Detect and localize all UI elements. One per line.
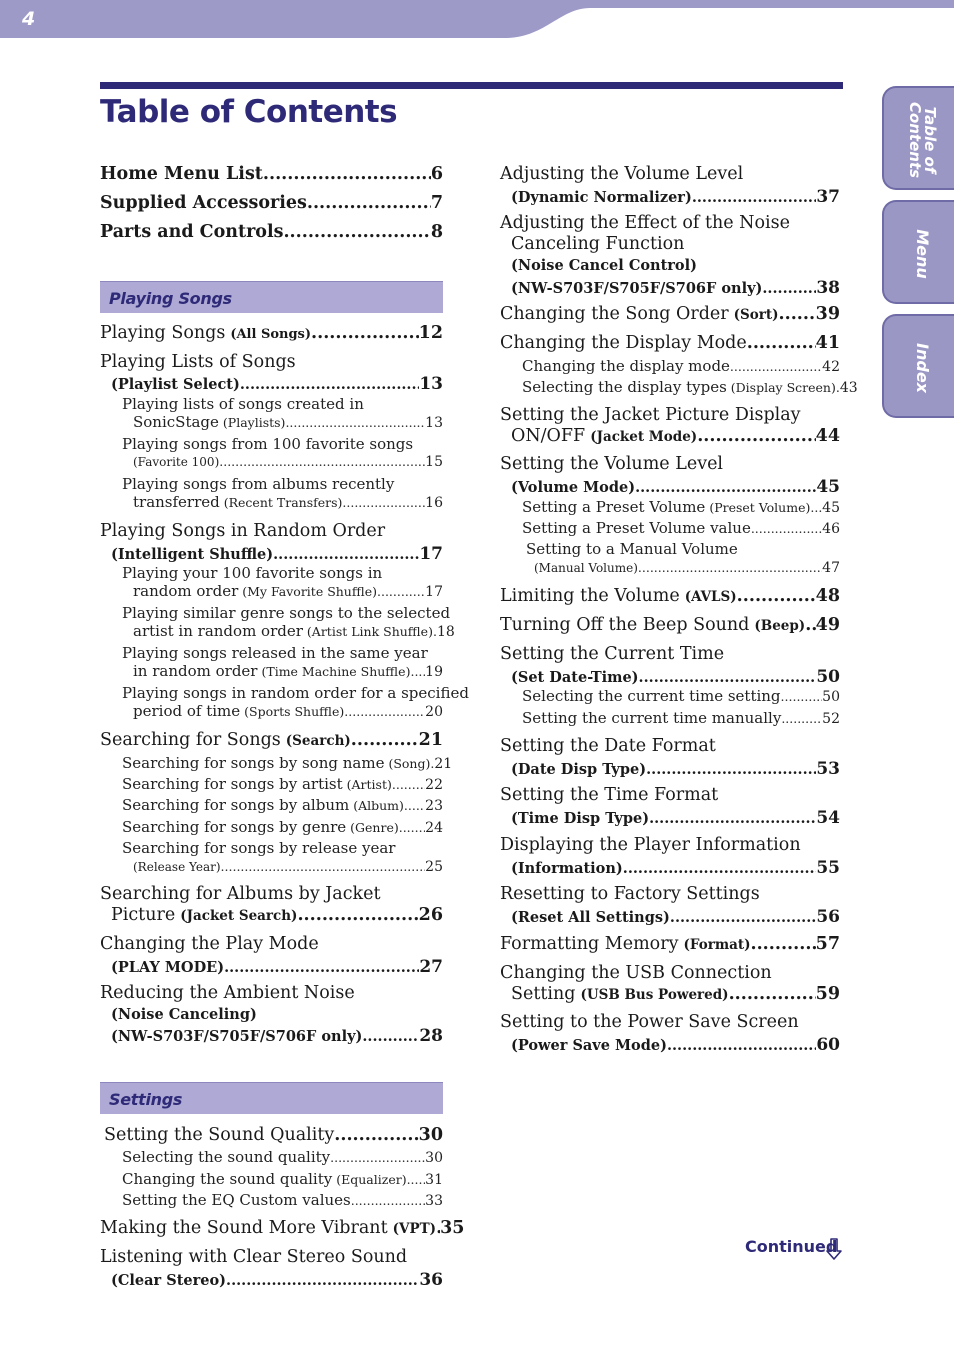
page-ref: 43: [839, 380, 858, 396]
toc-entry-preset-volume[interactable]: [500, 500, 840, 515]
toc-entry-search-album[interactable]: [100, 798, 443, 813]
page-title: Table of Contents: [100, 94, 398, 130]
entry-text: Playing Songs in Random Order: [100, 521, 386, 541]
page-ref: 30: [425, 1150, 443, 1166]
entry-small: (Display Screen): [730, 380, 836, 395]
entry-small: (Sort): [733, 307, 779, 323]
toc-entry-jacket-display[interactable]: [500, 407, 840, 445]
toc-entry-equalizer[interactable]: [100, 1172, 443, 1187]
page-ref: 41: [815, 333, 840, 353]
entry-small: (Genre): [350, 820, 399, 835]
entry-text: Setting the Date Format: [500, 736, 716, 756]
entry-text: Searching for songs by album: [122, 796, 350, 814]
toc-entry-display-mode[interactable]: [500, 335, 840, 353]
entry-small: (Jacket Mode): [590, 428, 698, 445]
page-ref: 6: [430, 164, 443, 184]
page-ref: 48: [815, 586, 840, 606]
entry-text: Setting the Jacket Picture Display: [500, 405, 801, 425]
entry-text: Changing the sound quality: [122, 1170, 333, 1188]
page-ref: 24: [425, 820, 443, 836]
toc-entry-time-format[interactable]: [500, 787, 840, 827]
entry-text: Reducing the Ambient Noise: [100, 983, 355, 1003]
page-ref: 45: [822, 500, 840, 516]
page-ref: 52: [822, 711, 840, 727]
entry-text: Adjusting the Volume Level: [500, 164, 744, 184]
entry-text: Playing Songs: [100, 323, 226, 343]
section-header-label: Settings: [109, 1090, 183, 1109]
entry-text: Setting: [511, 983, 576, 1004]
tab-menu-label: Menu: [913, 229, 932, 279]
entry-text: artist in random order: [133, 622, 303, 640]
page-ref: 37: [816, 186, 840, 207]
toc-entry-search-genre[interactable]: [100, 820, 443, 835]
title-rule: [100, 82, 843, 89]
entry-text: Searching for songs by artist: [122, 775, 343, 793]
entry-small: (VPT): [392, 1221, 437, 1237]
entry-small: (Song): [388, 756, 431, 771]
toc-entry-playlists[interactable]: [100, 397, 443, 430]
page-ref: 21: [434, 756, 453, 772]
toc-entry-search-song[interactable]: [100, 754, 453, 772]
toc-entry-playing-lists[interactable]: [100, 354, 443, 372]
entry-text: (NW-S703F/S705F/S706F only): [511, 279, 763, 297]
page-ref: 50: [822, 689, 840, 705]
toc-entry-playlist-select[interactable]: [100, 376, 443, 393]
page-ref: 30: [418, 1125, 443, 1145]
entry-text: Picture: [111, 904, 176, 925]
entry-text: Selecting the display types: [522, 378, 727, 396]
entry-small: (Format): [683, 937, 751, 953]
page-ref: 49: [815, 615, 840, 635]
entry-text: Changing the USB Connection: [500, 963, 772, 983]
page-ref: 45: [816, 477, 840, 497]
page-ref: 17: [425, 584, 443, 600]
tab-index[interactable]: [882, 314, 954, 418]
entry-text: (Playlist Select): [111, 376, 240, 393]
page-ref: 8: [430, 222, 443, 242]
page-ref: 15: [425, 454, 443, 470]
page-ref: 25: [425, 859, 443, 875]
entry-text: Searching for Albums by Jacket: [100, 884, 381, 904]
toc-entry-time-machine-shuffle[interactable]: [100, 646, 443, 679]
toc-entry-manual-volume[interactable]: [500, 542, 840, 575]
page-ref: 46: [822, 521, 840, 537]
toc-entry-current-time[interactable]: [500, 646, 840, 664]
page-ref: 19: [425, 664, 443, 680]
toc-entry-artist-link-shuffle[interactable]: [100, 604, 455, 640]
entry-text: Changing the Play Mode: [100, 934, 319, 954]
entry-text: Playing songs released in the same year: [122, 644, 428, 662]
toc-entry-volume-mode[interactable]: [500, 456, 840, 474]
toc-entry-parts-controls[interactable]: [100, 224, 443, 242]
page-ref: 17: [419, 544, 443, 564]
toc-entry-select-sound-quality[interactable]: [100, 1150, 443, 1165]
page-ref: 57: [815, 934, 840, 954]
entry-small: (All Songs): [230, 327, 312, 342]
toc-entry-search-artist[interactable]: [100, 777, 443, 792]
toc-entry-jacket-search[interactable]: [100, 886, 443, 924]
tab-index-label: Index: [913, 343, 932, 393]
toc-entry-random-order[interactable]: [100, 523, 443, 541]
entry-text: (Dynamic Normalizer): [511, 188, 692, 206]
entry-text: (PLAY MODE): [111, 958, 225, 976]
page-ref: 21: [418, 730, 443, 750]
toc-entry-search[interactable]: [100, 732, 443, 750]
page-ref: 35: [440, 1218, 465, 1238]
toc-entry-usb-connection[interactable]: [500, 965, 840, 1003]
entry-text: period of time: [133, 702, 241, 720]
entry-text: Setting the Sound Quality: [104, 1125, 335, 1145]
entry-text: Listening with Clear Stereo Sound: [100, 1247, 408, 1267]
toc-entry-eq-custom[interactable]: [100, 1193, 443, 1208]
entry-text: Playing songs in random order for a specified: [122, 684, 469, 702]
page-ref: 27: [419, 956, 443, 977]
page-ref: 56: [816, 906, 840, 927]
toc-entry-sports-shuffle[interactable]: [100, 684, 469, 720]
toc-entry-favorite-100[interactable]: [100, 437, 443, 469]
page-ref: 44: [815, 425, 840, 446]
toc-entry-change-display[interactable]: [500, 359, 840, 374]
entry-text: Changing the Song Order: [500, 304, 729, 324]
entry-small: (Artist Link Shuffle): [306, 624, 433, 639]
entry-text: Changing the Display Mode: [500, 333, 747, 353]
entry-text: Setting the EQ Custom values: [122, 1191, 351, 1209]
entry-text: Playing lists of songs created in: [122, 395, 364, 413]
entry-text: SonicStage: [133, 413, 219, 431]
section-header-playing-songs: [100, 281, 443, 313]
tab-table-of-contents-label: Table of Contents: [906, 101, 939, 179]
entry-text: random order: [133, 582, 239, 600]
tab-menu[interactable]: [882, 200, 954, 304]
entry-small: (Time Machine Shuffle): [261, 664, 411, 679]
page-ref: 13: [419, 374, 443, 394]
page-ref: 47: [822, 560, 840, 576]
entry-text: Formatting Memory: [500, 934, 679, 954]
page-ref: 7: [430, 193, 443, 213]
toc-entry-format-memory[interactable]: [500, 936, 840, 954]
toc-entry-player-info[interactable]: [500, 837, 840, 877]
page-ref: 54: [816, 807, 840, 828]
entry-small: (Favorite 100): [133, 455, 220, 469]
entry-text: (Volume Mode): [511, 479, 636, 496]
entry-text: Changing the display mode: [522, 357, 730, 375]
entry-text: ON/OFF: [511, 425, 586, 446]
toc-entry-time-manually[interactable]: [500, 711, 840, 726]
toc-entry-noise-effect[interactable]: [500, 215, 840, 297]
entry-text: (Noise Cancel Control): [511, 257, 697, 274]
entry-text: Setting the current time manually: [522, 709, 782, 727]
entry-text: Supplied Accessories: [100, 193, 307, 213]
toc-entry-avls[interactable]: [500, 588, 840, 606]
entry-text: Playing songs from albums recently: [122, 475, 395, 493]
toc-entry-song-order[interactable]: [500, 306, 840, 324]
entry-text: Searching for songs by genre: [122, 818, 347, 836]
page-ref: 23: [425, 798, 443, 814]
entry-text: Setting to the Power Save Screen: [500, 1012, 799, 1032]
toc-entry-volume-mode-sub[interactable]: [500, 479, 840, 496]
toc-entry-date-format[interactable]: [500, 738, 840, 778]
page-ref: 55: [816, 857, 840, 878]
entry-text: Displaying the Player Information: [500, 835, 801, 855]
entry-small: (Preset Volume): [709, 500, 811, 515]
entry-text: Setting to a Manual Volume: [526, 540, 738, 558]
entry-text: in random order: [133, 662, 258, 680]
entry-text: Limiting the Volume: [500, 586, 680, 606]
entry-small: (Playlists): [222, 415, 286, 430]
entry-text: Playing your 100 favorite songs in: [122, 564, 383, 582]
header-band: [0, 0, 954, 40]
page-ref: 36: [419, 1269, 443, 1290]
entry-text: Setting a Preset Volume value: [522, 519, 751, 537]
entry-text: Playing similar genre songs to the selected: [122, 604, 451, 622]
toc-entry-preset-volume-value[interactable]: [500, 521, 840, 536]
entry-text: Setting the Time Format: [500, 785, 719, 805]
entry-text: (Date Disp Type): [511, 760, 647, 778]
page-ref: 53: [816, 758, 840, 779]
entry-text: (Noise Canceling): [111, 1005, 257, 1023]
entry-text: Canceling Function: [511, 233, 685, 254]
page-ref: 42: [822, 359, 840, 375]
toc-entry-set-date-time[interactable]: [500, 669, 840, 686]
entry-small: (Equalizer): [336, 1172, 407, 1187]
toc-entry-home-menu[interactable]: [100, 166, 443, 184]
entry-small: (Artist): [346, 777, 392, 792]
page-ref: 33: [425, 1193, 443, 1209]
page-ref: 39: [815, 304, 840, 324]
page-ref: 38: [816, 277, 840, 298]
page-ref: 31: [425, 1172, 443, 1188]
entry-text: transferred: [133, 493, 220, 511]
entry-small: (Recent Transfers): [223, 495, 343, 510]
page-ref: 13: [425, 415, 443, 431]
page-ref: 16: [425, 495, 443, 511]
page-ref: 26: [418, 904, 443, 925]
page-ref: 20: [425, 704, 443, 720]
entry-small: (Search): [285, 733, 351, 749]
toc-entry-intelligent-shuffle[interactable]: [100, 546, 443, 563]
entry-text: Searching for songs by release year: [122, 839, 396, 857]
entry-small: (Sports Shuffle): [244, 704, 345, 719]
entry-small: (AVLS): [684, 589, 737, 605]
toc-entry-search-release-year[interactable]: [100, 841, 443, 874]
page-ref: 59: [815, 983, 840, 1004]
toc-entry-volume-level[interactable]: [500, 166, 840, 206]
entry-text: Parts and Controls: [100, 222, 284, 242]
entry-text: Setting the Current Time: [500, 644, 725, 664]
entry-text: Playing songs from 100 favorite songs: [122, 435, 414, 453]
entry-small: (Manual Volume): [534, 561, 638, 575]
toc-entry-beep[interactable]: [500, 617, 840, 635]
entry-small: (Album): [353, 798, 404, 813]
page-ref: 12: [418, 323, 443, 343]
entry-text: Turning Off the Beep Sound: [500, 615, 750, 635]
toc-entry-factory-settings[interactable]: [500, 886, 840, 926]
toc-entry-sound-quality[interactable]: [100, 1127, 443, 1145]
entry-small: (My Favorite Shuffle): [242, 584, 378, 599]
entry-text: Selecting the sound quality: [122, 1148, 331, 1166]
entry-text: (Set Date-Time): [511, 669, 639, 686]
entry-text: (Information): [511, 859, 623, 877]
toc-entry-clear-stereo[interactable]: [100, 1249, 443, 1289]
page-number: 4: [22, 8, 36, 30]
toc-entry-power-save[interactable]: [500, 1014, 840, 1054]
entry-small: (Release Year): [133, 860, 221, 874]
entry-text: (Reset All Settings): [511, 908, 670, 926]
toc-entry-display-screen[interactable]: [500, 378, 858, 396]
toc-entry-play-mode[interactable]: [100, 936, 443, 976]
toc-entry-recent-transfers[interactable]: [100, 477, 443, 510]
entry-text: Resetting to Factory Settings: [500, 884, 760, 904]
down-arrow-icon[interactable]: [826, 1238, 842, 1260]
page-ref: 50: [816, 667, 840, 687]
tab-table-of-contents[interactable]: [882, 86, 954, 190]
entry-small: (Jacket Search): [180, 907, 298, 924]
toc-entry-reducing-noise[interactable]: [100, 985, 443, 1045]
entry-text: Searching for Songs: [100, 730, 281, 750]
toc-entry-supplied-accessories[interactable]: [100, 195, 443, 213]
entry-text: Adjusting the Effect of the Noise: [500, 213, 790, 233]
entry-small: (Beep): [754, 618, 806, 634]
entry-text: Setting the Volume Level: [500, 454, 724, 474]
entry-text: Home Menu List: [100, 164, 263, 184]
section-header-label: Playing Songs: [109, 289, 232, 308]
toc-entry-vpt[interactable]: [100, 1218, 465, 1238]
toc-entry-playing-songs[interactable]: [100, 325, 443, 343]
entry-text: (Time Disp Type): [511, 809, 650, 827]
page-ref: 60: [816, 1034, 840, 1055]
entry-text: (Power Save Mode): [511, 1036, 667, 1054]
entry-text: Searching for songs by song name: [122, 754, 385, 772]
entry-small: (USB Bus Powered): [580, 986, 729, 1003]
entry-text: (Clear Stereo): [111, 1271, 227, 1289]
page-ref: 18: [436, 624, 455, 640]
entry-text: Making the Sound More Vibrant: [100, 1218, 388, 1238]
entry-text: (Intelligent Shuffle): [111, 546, 274, 563]
toc-entry-select-time-setting[interactable]: [500, 689, 840, 704]
page-ref: 28: [419, 1026, 443, 1046]
entry-text: (NW-S703F/S705F/S706F only): [111, 1028, 363, 1045]
page-ref: 22: [425, 777, 443, 793]
entry-text: Selecting the current time setting: [522, 687, 781, 705]
toc-entry-my-favorite-shuffle[interactable]: [100, 566, 443, 599]
entry-text: Playing Lists of Songs: [100, 352, 296, 372]
continued-label[interactable]: Continued: [745, 1237, 838, 1256]
entry-text: Setting a Preset Volume: [522, 498, 706, 516]
section-header-settings: [100, 1082, 443, 1114]
